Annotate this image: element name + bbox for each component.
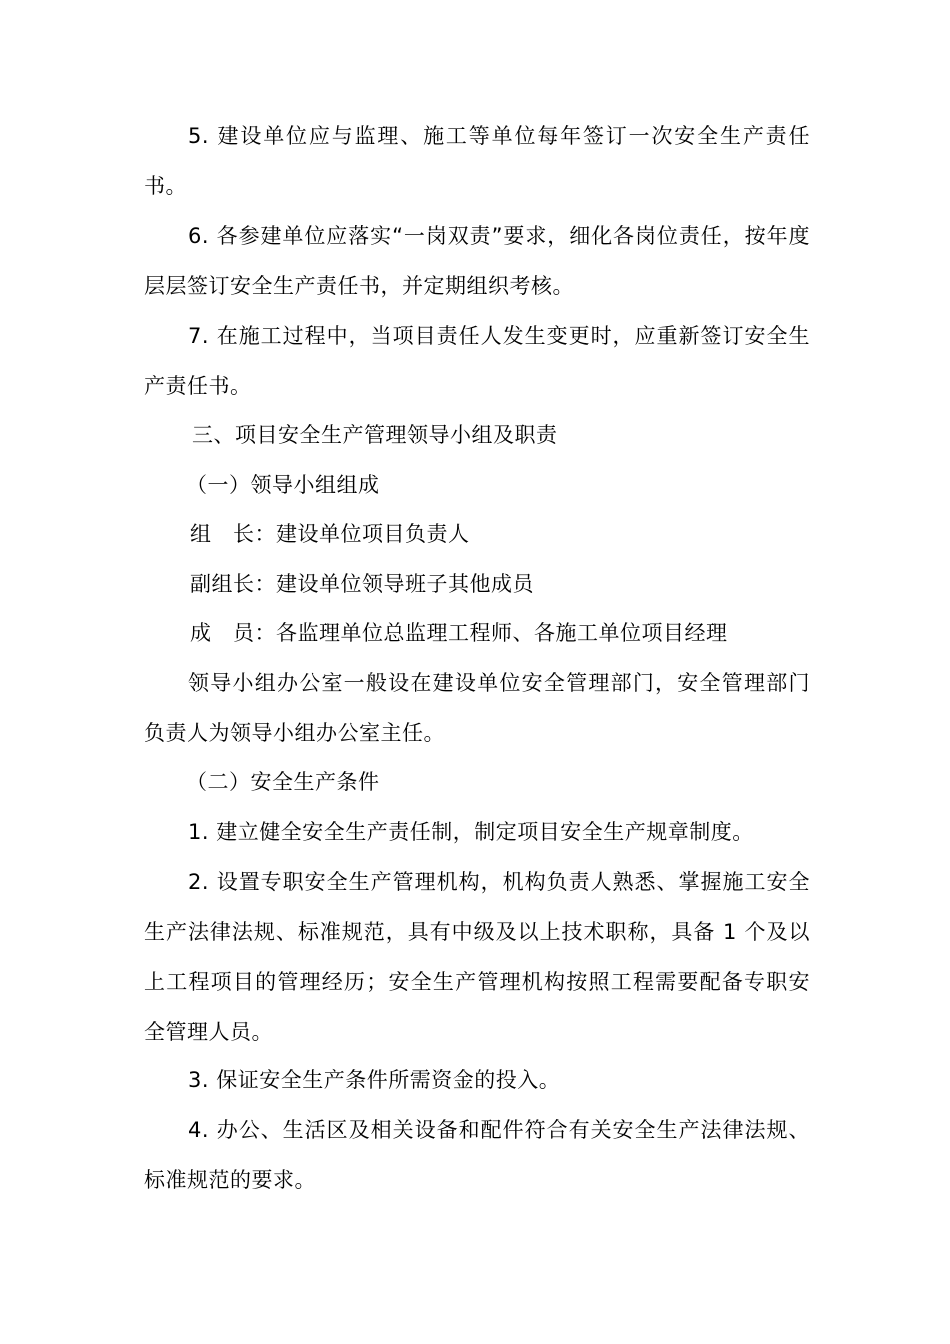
condition-item-4: 4. 办公、生活区及相关设备和配件符合有关安全生产法律法规、标准规范的要求。: [144, 1118, 810, 1192]
paragraph-item-7: 7. 在施工过程中，当项目责任人发生变更时，应重新签订安全生产责任书。: [144, 324, 810, 398]
member-members: 成 员：各监理单位总监理工程师、各施工单位项目经理: [190, 621, 728, 645]
paragraph-item-6: 6. 各参建单位应落实“一岗双责”要求，细化各岗位责任，按年度层层签订安全生产责任书，并定期组织考核。: [144, 224, 810, 298]
condition-item-3: 3. 保证安全生产条件所需资金的投入。: [188, 1068, 561, 1092]
paragraph-item-5: 5. 建设单位应与监理、施工等单位每年签订一次安全生产责任书。: [144, 124, 810, 198]
section-3-heading: 三、项目安全生产管理领导小组及职责: [192, 423, 558, 447]
member-leader: 组 长：建设单位项目负责人: [190, 522, 470, 546]
office-note: 领导小组办公室一般设在建设单位安全管理部门，安全管理部门负责人为领导小组办公室主任。: [144, 671, 810, 745]
member-deputy: 副组长：建设单位领导班子其他成员: [190, 572, 534, 596]
condition-item-2: 2. 设置专职安全生产管理机构，机构负责人熟悉、掌握施工安全生产法律法规、标准规范，具有中级及以上技术职称，具备 1 个及以上工程项目的管理经历；安全生产管理机构按照工程需要配备专职安全管理人员。: [144, 870, 810, 1044]
condition-item-1: 1. 建立健全安全生产责任制，制定项目安全生产规章制度。: [188, 820, 754, 844]
subsection-2-heading: （二）安全生产条件: [186, 770, 380, 794]
subsection-1-heading: （一）领导小组组成: [186, 473, 380, 497]
